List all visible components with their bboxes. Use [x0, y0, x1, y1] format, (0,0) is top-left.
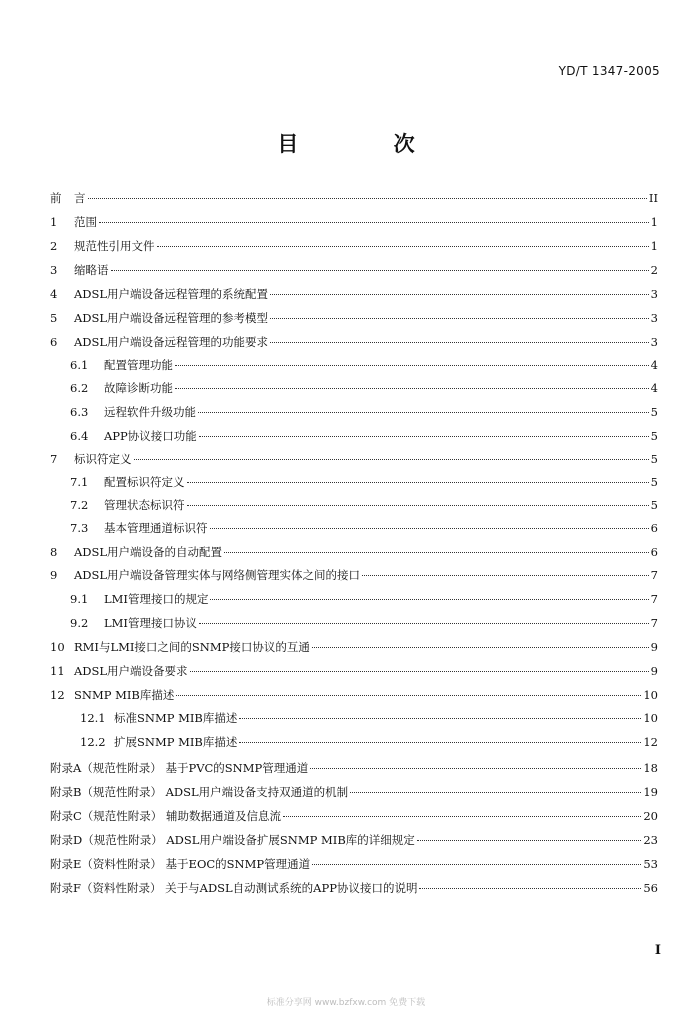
toc-entry: [50, 832, 658, 848]
toc-entry-number: 1: [50, 215, 58, 229]
toc-entry-page: 19: [643, 785, 658, 799]
toc-entry-label: 附录C（规范性附录） 辅助数据通道及信息流: [50, 809, 281, 823]
toc-entry: [50, 404, 658, 420]
toc-entry-label: 附录A（规范性附录） 基于PVC的SNMP管理通道: [50, 761, 309, 775]
toc-entry: [50, 334, 658, 350]
toc-entry-label: 故障诊断功能: [104, 381, 173, 395]
toc-entry-label: 配置标识符定义: [104, 475, 185, 489]
toc-entry: [50, 544, 658, 560]
toc-entry: [50, 428, 658, 444]
toc-entry: [50, 357, 658, 373]
toc-entry: [50, 734, 658, 750]
page-number: I: [654, 943, 661, 958]
toc-entry-page: 5: [650, 498, 658, 512]
toc-entry-label: LMI管理接口的规定: [104, 592, 209, 606]
toc-entry-page: 5: [650, 452, 658, 466]
toc-entry-page: 1: [650, 239, 658, 253]
toc-entry-page: 5: [650, 429, 658, 443]
toc-entry-number: 6.2: [70, 381, 89, 395]
toc-entry: [50, 474, 658, 490]
toc-entry: [50, 687, 658, 703]
leader-dots: [175, 365, 649, 366]
toc-entry-number: 前: [50, 191, 62, 205]
toc-entry-number: 6: [50, 335, 58, 349]
toc-entry-label: ADSL用户端设备管理实体与网络侧管理实体之间的接口: [74, 568, 361, 582]
toc-entry-page: 3: [650, 287, 658, 301]
toc-entry: [50, 497, 658, 513]
toc-entry-number: 6.3: [70, 405, 89, 419]
toc-entry-number: 6.1: [70, 358, 89, 372]
toc-entry-page: 23: [643, 833, 658, 847]
leader-dots: [417, 840, 642, 841]
toc-entry-number: 3: [50, 263, 58, 277]
toc-entry-page: 4: [650, 358, 658, 372]
toc-entry-page: 6: [650, 545, 658, 559]
toc-entry: [50, 615, 658, 631]
toc-entry-page: 2: [650, 263, 658, 277]
leader-dots: [198, 412, 649, 413]
toc-entry-page: II: [648, 191, 658, 205]
toc-entry: [50, 760, 658, 776]
leader-dots: [283, 816, 641, 817]
leader-dots: [239, 742, 641, 743]
leader-dots: [350, 792, 641, 793]
toc-entry-number: 9.2: [70, 616, 89, 630]
toc-entry-label: APP协议接口功能: [104, 429, 197, 443]
toc-entry-label: 配置管理功能: [104, 358, 173, 372]
toc-entry: [50, 856, 658, 872]
toc-entry-page: 3: [650, 335, 658, 349]
toc-entry-label: SNMP MIB库描述: [74, 688, 175, 702]
toc-entry-page: 1: [650, 215, 658, 229]
toc-entry-number: 5: [50, 311, 58, 325]
leader-dots: [239, 718, 641, 719]
toc-entry: [50, 520, 658, 536]
toc-entry-label: 附录F（资料性附录） 关于与ADSL自动测试系统的APP协议接口的说明: [50, 881, 418, 895]
toc-entry-page: 7: [650, 616, 658, 630]
toc-entry-page: 18: [643, 761, 658, 775]
toc-entry-label: 标准SNMP MIB库描述: [114, 711, 238, 725]
toc-entry-number: 6.4: [70, 429, 89, 443]
leader-dots: [199, 436, 649, 437]
toc-entry-label: RMI与LMI接口之间的SNMP接口协议的互通: [74, 640, 310, 654]
toc-entry: [50, 784, 658, 800]
toc-entry: [50, 214, 658, 230]
toc-entry-label: 范围: [74, 215, 97, 229]
toc-entry-number: 2: [50, 239, 58, 253]
leader-dots: [88, 198, 647, 199]
toc-entry-page: 9: [650, 664, 658, 678]
leader-dots: [176, 695, 641, 696]
toc-entry-page: 10: [643, 688, 658, 702]
toc-entry-page: 12: [643, 735, 658, 749]
toc-entry: [50, 451, 658, 467]
toc-entry: [50, 380, 658, 396]
toc-entry-page: 5: [650, 405, 658, 419]
toc-entry-number: 7: [50, 452, 58, 466]
toc-entry-number: 7.3: [70, 521, 89, 535]
toc-entry-number: 4: [50, 287, 58, 301]
toc-entry: [50, 262, 658, 278]
toc-entry-page: 53: [643, 857, 658, 871]
toc-entry-page: 9: [650, 640, 658, 654]
toc-entry-label: ADSL用户端设备远程管理的参考模型: [74, 311, 269, 325]
toc-entry-label: 言: [74, 191, 86, 205]
toc-entry: [50, 663, 658, 679]
toc-entry-label: 扩展SNMP MIB库描述: [114, 735, 238, 749]
leader-dots: [210, 599, 648, 600]
toc-entry-number: 9: [50, 568, 58, 582]
toc-entry: [50, 190, 658, 206]
toc-entry: [50, 880, 658, 896]
toc-entry-number: 7.2: [70, 498, 89, 512]
toc-entry-page: 5: [650, 475, 658, 489]
leader-dots: [99, 222, 649, 223]
toc-entry-page: 10: [643, 711, 658, 725]
toc-entry-page: 20: [643, 809, 658, 823]
leader-dots: [187, 482, 649, 483]
toc-entry-number: 8: [50, 545, 58, 559]
toc-entry-page: 56: [643, 881, 658, 895]
toc-entry-label: 附录B（规范性附录） ADSL用户端设备支持双通道的机制: [50, 785, 349, 799]
leader-dots: [157, 246, 649, 247]
leader-dots: [224, 552, 649, 553]
leader-dots: [312, 647, 649, 648]
toc-entry-page: 4: [650, 381, 658, 395]
toc-entry-label: ADSL用户端设备远程管理的系统配置: [74, 287, 269, 301]
toc-entry-page: 3: [650, 311, 658, 325]
toc-entry-label: LMI管理接口协议: [104, 616, 197, 630]
toc-entry-label: ADSL用户端设备要求: [74, 664, 188, 678]
toc-entry: [50, 286, 658, 302]
watermark: 标准分享网 www.bzfxw.com 免费下载: [266, 998, 426, 1008]
leader-dots: [134, 459, 649, 460]
toc-title: 目 次: [277, 132, 459, 156]
toc-entry-label: ADSL用户端设备远程管理的功能要求: [74, 335, 269, 349]
toc-entry-number: 9.1: [70, 592, 89, 606]
leader-dots: [190, 671, 649, 672]
toc-entry: [50, 310, 658, 326]
leader-dots: [270, 294, 649, 295]
toc-entry-number: 12: [50, 688, 65, 702]
leader-dots: [187, 505, 649, 506]
leader-dots: [310, 768, 641, 769]
toc-entry: [50, 591, 658, 607]
toc-entry: [50, 567, 658, 583]
toc-entry-number: 12.1: [80, 711, 106, 725]
leader-dots: [312, 864, 641, 865]
toc-entry-number: 7.1: [70, 475, 89, 489]
toc-entry: [50, 808, 658, 824]
toc-entry-label: 附录D（规范性附录） ADSL用户端设备扩展SNMP MIB库的详细规定: [50, 833, 415, 847]
leader-dots: [111, 270, 649, 271]
toc-entry: [50, 639, 658, 655]
toc-entry-label: 缩略语: [74, 263, 109, 277]
toc-entry-label: 标识符定义: [74, 452, 132, 466]
leader-dots: [270, 342, 649, 343]
leader-dots: [419, 888, 641, 889]
toc-entry-page: 6: [650, 521, 658, 535]
leader-dots: [210, 528, 649, 529]
toc-entry-number: 11: [50, 664, 65, 678]
toc-entry-label: 基本管理通道标识符: [104, 521, 208, 535]
toc-entry-label: ADSL用户端设备的自动配置: [74, 545, 223, 559]
toc-entry-label: 远程软件升级功能: [104, 405, 196, 419]
leader-dots: [362, 575, 649, 576]
toc-entry-page: 7: [650, 568, 658, 582]
toc-entry-label: 规范性引用文件: [74, 239, 155, 253]
toc-entry-label: 管理状态标识符: [104, 498, 185, 512]
toc-entry: [50, 238, 658, 254]
leader-dots: [270, 318, 649, 319]
leader-dots: [175, 388, 649, 389]
doc-code: YD/T 1347-2005: [558, 64, 660, 78]
toc-entry: [50, 710, 658, 726]
leader-dots: [199, 623, 649, 624]
toc-entry-label: 附录E（资料性附录） 基于EOC的SNMP管理通道: [50, 857, 311, 871]
toc-entry-number: 10: [50, 640, 65, 654]
toc-entry-number: 12.2: [80, 735, 106, 749]
toc-entry-page: 7: [650, 592, 658, 606]
